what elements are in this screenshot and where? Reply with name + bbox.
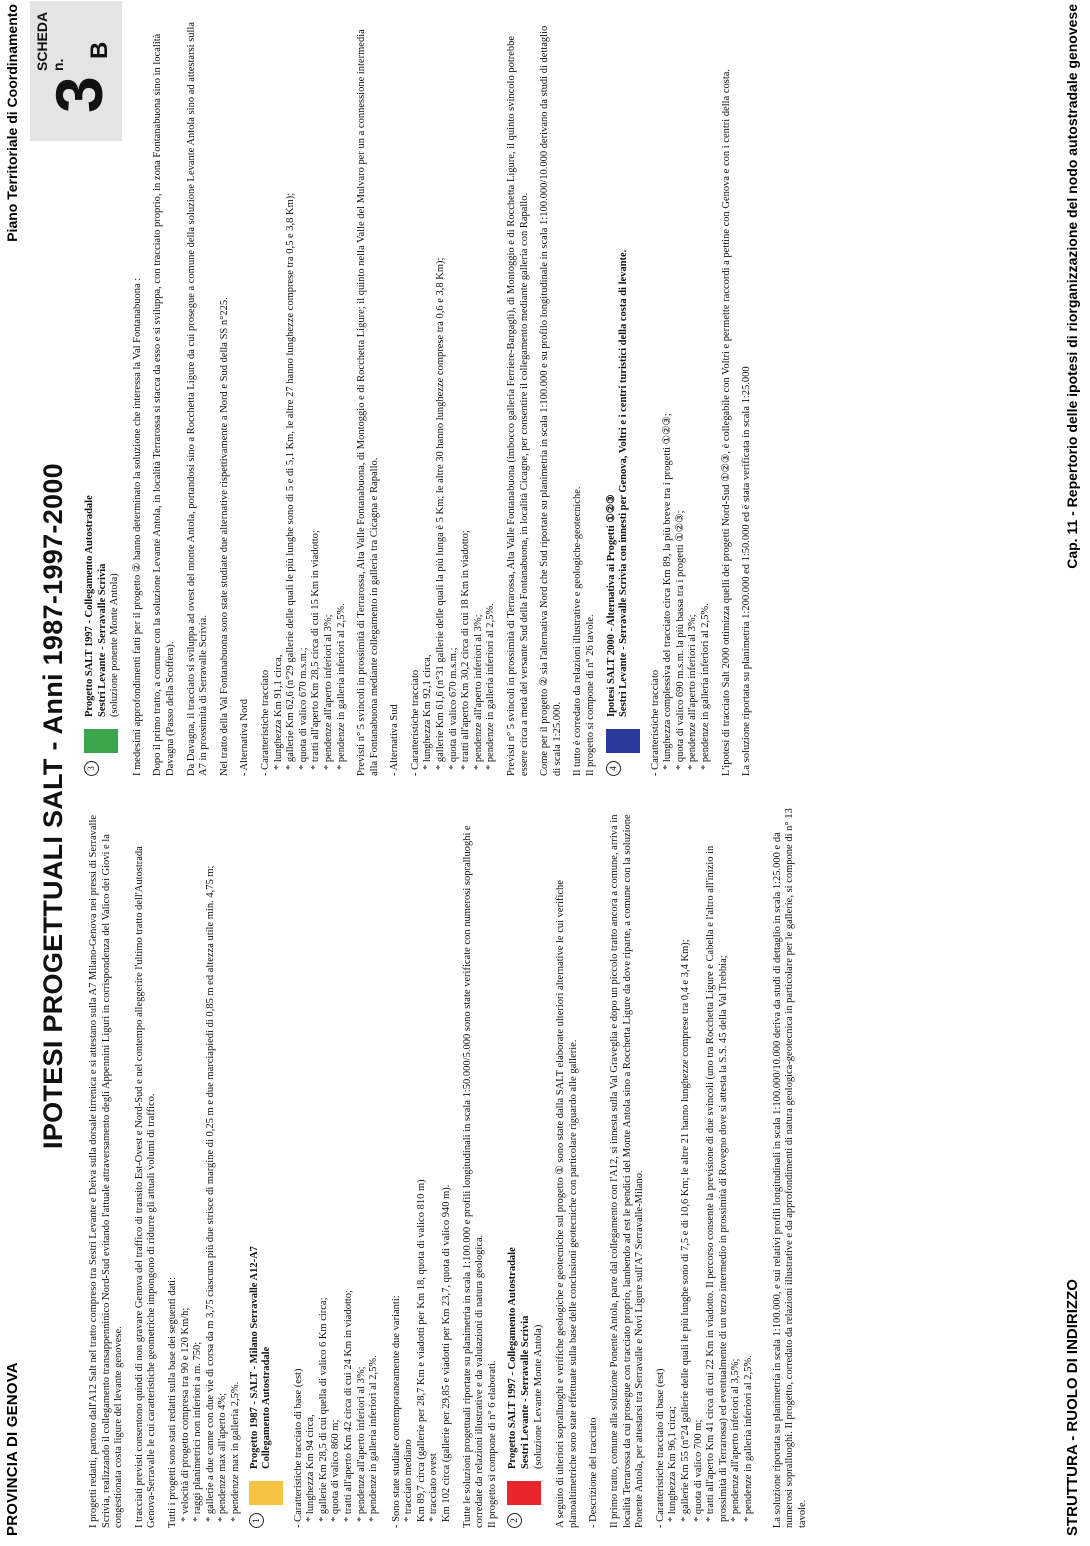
list-item: * pendenze all'aperto inferiori al 3,5%; (730, 1358, 742, 1522)
project-3-titles (84, 495, 122, 717)
base-data-intro: Tutti i progetti sono stati redatti sulla base dei seguenti dati: (166, 1277, 178, 1528)
list-item: * pendenze max all'aperto 4%; (217, 1392, 229, 1522)
list-item: * velocità di progetto compresa tra 90 e 120 Km/h; (179, 1307, 191, 1522)
list-item: * tratti all'aperto Km 28,5 circa di cui 15 Km in viadotto; (310, 530, 322, 770)
section-heading: - Descrizione del tracciato (588, 1417, 600, 1528)
project-1-characteristics (305, 808, 381, 1528)
right-column (78, 16, 762, 776)
list-item: * quota di valico 670 m.s.m.; (297, 647, 309, 770)
list-item: * pendenze all'aperto inferiori al 3%; (687, 614, 699, 770)
project-title: Progetto SALT 1997 - Collegamento Autostradale (507, 1247, 519, 1469)
scheda-number: 3 (42, 76, 116, 113)
intro-paragraph: I progetti redatti, partono dall'A12 Salt nel tratto compreso tra Sestri Levante e Deiva sulla dorsale tirrenica e si attestano sulla A7 Milano-Genova nei pressi di Serravalle Scrivia, realizzando il collegamento transappenninico Nord-Sud evitando l'attuale attraversamento degli Appennini Liguri in corrispondenza del Valico dei Giovi e la congestionata costa ligure del levante genovese. (88, 814, 125, 1528)
header-right: Piano Territoriale di Coordinamento (4, 4, 20, 242)
footer-right: Cap. 11 - Repertorio delle ipotesi di riorganizzazione del nodo autostradale genovese (1064, 4, 1080, 569)
project-title: Progetto 1987 - SALT - Milano Serravalle A12-A7 (248, 1246, 260, 1469)
project-2-note: La soluzione riportata su planimetria in scala 1:100.000, e sui relativi profili longitudinali in scala 1:100.000/10.000 deriva da studi di dettaglio in scala 1:25.000 e da numerosi sopralluoghi. Il progetto, corredato da relazioni illustrative e da approfondimenti di natura geologica-geotecnica in particolare per le gallerie, si compone di n° 13 tavole. (771, 808, 808, 1528)
list-item: Km 102 circa (gallerie per 29,85 e viadotti per Km 23,7, quota di valico 940 m). (441, 1184, 453, 1522)
project-3-intro: I medesimi approfondimenti fatti per il progetto ② hanno determinato la soluzione che interessa la Val Fontanabuona : (131, 277, 143, 776)
project-number-badge: 1 (249, 1513, 264, 1528)
list-item: * quota di valico 860 m; (330, 1419, 342, 1522)
list-item: * pendenze in galleria inferiori al 2,5%. (485, 603, 497, 770)
alternativa-nord-list (273, 16, 349, 776)
project-subtitle: Collegamento Autostradale (261, 1346, 273, 1469)
list-item: * lunghezza complessiva del tracciato circa Km 89, la più breve tra i progetti ①②③; (662, 413, 674, 770)
header-left: PROVINCIA DI GENOVA (4, 1362, 21, 1536)
list-item: * gallerie a due canne con due vie di corsa da m 3,75 ciascuna più due strisce di margine di 0,25 m e due marciapiedi di 0,85 m ed altezza utile min. 4,75 m; (204, 865, 216, 1522)
alternativa-sud-note: Previsti n° 5 svincoli in prossimità di Terrarossa, Alta Valle Fontanabuona (imbocco galleria Ferriere-Bargagli), di Montoggio e di Rocchetta Ligure, il quinto svincolo potrebbe essere circa a metà del versante Sud della Fontanabuona, in località Cicagne, per consentire il collegamento mediante galleria con Rapallo. (506, 35, 530, 776)
list-item: * pendenze all'aperto inferiori al 3%; (355, 1366, 367, 1522)
list-item: * pendenze in galleria inferiori al 2,5%. (368, 1355, 380, 1522)
project-4-characteristics (662, 16, 712, 776)
footer-left: STRUTTURA - RUOLO DI INDIRIZZO (1064, 1279, 1081, 1536)
list-item: * quota di valico 700 m; (692, 1419, 704, 1522)
list-item: * tratti all'aperto Km 42 circa di cui 24 Km in viadotto; (342, 1290, 354, 1522)
project-subtitle: (soluzione Levante Monte Antola) (532, 1324, 544, 1469)
list-item: * pendenze in galleria inferiori al 2,5%. (335, 603, 347, 770)
project-subtitle: (soluzione ponente Monte Antola) (109, 573, 121, 717)
list-item: * tratti all'aperto Km 30,2 circa di cui 18 Km in viadotto; (460, 530, 472, 770)
section-heading: - Alternativa Sud (389, 704, 401, 776)
project-2-titles (507, 1247, 545, 1469)
project-3-paragraph: Dopo il primo tratto, a comune con la soluzione Levante Antola, in località Terrarossa si stacca da esso e si sviluppa, con tracciato proprio, in zona Fontanabuona sino in località Davagna (Passo della Scoffera). (152, 33, 176, 776)
section-heading: - Sono state studiate contemporaneamente due varianti: (390, 1295, 402, 1528)
section-heading: - Caratteristiche tracciato di base (est) (292, 1368, 304, 1528)
project-3-note-2: Il tutto è corredato da relazioni illustrative e geologiche-geotecniche. (572, 486, 584, 776)
project-2-color-swatch (507, 1481, 541, 1505)
list-item: Km 89,7 circa (gallerie per 28,7 Km e viadotti per Km 18, quota di valico 810 m) (415, 1179, 427, 1522)
list-item: * gallerie Km 55 (n°24 gallerie delle quali le più lunghe sono di 7,5 e di 10,6 Km; le altre 21 hanno lunghezze comprese tra 0,4 e 3,4 Km); (679, 939, 691, 1522)
section-heading: - Alternativa Nord (239, 699, 251, 776)
project-1-heading (249, 808, 283, 1528)
project-number-badge: 3 (84, 761, 99, 776)
project-1-note: Tutte le soluzioni progettuali riportate su planimetria in scala 1:100.000 e profili longitudinali in scala 1:50.000/5.000 sono state verificate con numerosi sopralluoghi e corredate da relazioni illustrative e da valutazioni di natura geologica. (461, 825, 486, 1528)
alternativa-nord-note: Previsti n° 5 svincoli in prossimità di Terrarossa, Alta Valle Fontanabuona, di Montoggio e di Rocchetta Ligure; il quinto nella Valle del Mulvaro per un a connessione intermedia alla Fontanabuona mediante collegamento in galleria tra Cicagna e Rapallo. (356, 29, 380, 776)
project-number-badge: 2 (507, 1513, 522, 1528)
project-2-intro: A seguito di ulteriori sopralluoghi e verifiche geologiche e geotecniche sul progetto ① sono state dalla SALT elaborate ulteriori alternative le cui verifiche planoaltimetriche sono state effettuate sulla base delle conclusioni geotecniche con particolare riguardo alle gallerie. (555, 880, 579, 1528)
left-column (88, 808, 817, 1528)
project-title-2: Sestri Levante - Serravalle Scrivia (520, 1315, 532, 1469)
project-3-color-swatch (84, 729, 118, 753)
list-item: * lunghezza Km 94 circa, (305, 1414, 317, 1522)
list-item: * lunghezza Km 96,1 circa; (667, 1406, 679, 1522)
project-3-paragraph: Nel tratto della Val Fontanabuona sono state studiate due alternative rispettivamente a Nord e Sud della SS n°225. (218, 297, 230, 776)
list-item: * tracciato ovest (428, 1453, 440, 1522)
project-4-color-swatch (606, 729, 640, 753)
list-item: * quota di valico 670 m.s.m.; (447, 647, 459, 770)
project-title: Progetto SALT 1997 - Collegamento Autostradale (84, 495, 95, 717)
list-item: * pendenze in galleria inferiori al 2,5%. (699, 603, 711, 770)
list-item: * pendenze max in galleria 2,5%. (229, 1381, 241, 1522)
project-2-description: Il primo tratto, comune alla soluzione Ponente Antola, parte dal collegamento con l'A12, si innesta sulla Val Graveglia e dopo un piccolo tratto ancora a comune, arriva in località Terrarossa da cui prosegue con tracciato proprio, lambendo ad est le pendici del Monte Antola sino a Rocchetta Ligure da dove riparte, a comune con la soluzione Ponente Antola, per attestarsi tra Serravalle e Novi Ligure sull'A7 Serravalle-Milano. (609, 814, 646, 1528)
project-1-variants (403, 808, 453, 1528)
project-4-note-2: La soluzione riportata su planimetria 1:200.000 ed 1:50.000 ed è stata verificata in scala 1:25.000 (741, 366, 753, 776)
project-title-2: Sestri Levante - Serravalle Scrivia con innesti per Genova, Voltri e i centri turistici della costa di levante. (618, 249, 630, 717)
project-1-color-swatch (249, 1481, 283, 1505)
list-item: * gallerie Km 61,6 (n°31 gallerie delle quali la più lunga è 5 Km; le altre 30 hanno lunghezze comprese tra 0,6 e 3,8 Km); (435, 257, 447, 770)
base-data-list (180, 808, 243, 1528)
project-3-paragraph: Da Davagna, il tracciato si sviluppa ad ovest del monte Antola, portandosi sino a Rocchetta Ligure da cui prosegue a comune della soluzione Levante Antola sino ad attestarsi sulla A7 in prossimità di Serravalle Scrivia. (185, 21, 210, 776)
intro-paragraph-2: I tracciati previsti consentono quindi di non gravare Genova del traffico di transito Est-Ovest e Nord-Sud e nel contempo alleggerire l'ultimo tratto dell'Autostrada Genova-Serravalle le cui caratteristiche geometriche impongono di ridurre gli attuali volumi di traffico. (133, 846, 158, 1528)
project-number-badge: 4 (606, 761, 621, 776)
list-item: * pendenze all'aperto inferiori al 3%; (322, 614, 334, 770)
page-title: IPOTESI PROGETTUALI SALT - Anni 1987-1997-2000 (38, 463, 68, 1149)
scheda-label: SCHEDA n. (34, 12, 66, 71)
project-3-note-3: Il progetto si compone di n° 26 tavole. (585, 614, 596, 776)
list-item: * quota di valico 690 m.s.m. la più bassa tra i progetti ①②③; (674, 510, 686, 770)
scheda-subletter: B (86, 41, 113, 59)
list-item: * gallerie Km 28,5 di cui quella di valico 6 Km circa; (317, 1297, 329, 1522)
project-title-2: Sestri Levante - Serravalle Scrivia (96, 563, 108, 717)
project-1-titles (249, 1246, 274, 1469)
project-2-characteristics (667, 808, 755, 1528)
section-heading: - Caratteristiche tracciato (649, 669, 661, 776)
list-item: * lunghezza Km 92,1 circa, (422, 654, 434, 770)
list-item: * pendenze in galleria inferiori al 2,5%. (742, 1355, 754, 1522)
project-4-titles (606, 250, 631, 717)
section-heading: - Caratteristiche tracciato (409, 669, 421, 776)
project-4-note: L'ipotesi di tracciato Salt 2000 ottimizza quelli dei progetti Nord-Sud ①②③, è collegabile con Voltri e permette raccordi a pettine con Genova e con i centri della costa. (720, 68, 732, 776)
project-title: Ipotesi SALT 2000 - Alternativa ai Progetti ①②③ (605, 494, 617, 717)
alternativa-sud-list (422, 16, 498, 776)
list-item: * raggi planimetrici non inferiori a m. 750; (192, 1341, 204, 1522)
project-1-note-2: Il progetto si compone di n° 6 elaborati. (486, 1360, 498, 1528)
section-heading: - Caratteristiche tracciato (259, 669, 271, 776)
list-item: * tracciato mediano (403, 1439, 415, 1522)
list-item: * lunghezza Km 91,1 circa, (272, 654, 284, 770)
project-2-heading (507, 808, 545, 1528)
section-heading: - Caratteristiche tracciato di base (est) (654, 1368, 666, 1528)
list-item: * gallerie Km 62,6 (n°29 gallerie delle quali le più lunghe sono di 5 e di 5,1 Km, le altre 27 hanno lunghezze comprese tra 0,5 e 3,8 Km); (285, 192, 297, 770)
project-3-heading (84, 16, 122, 776)
list-item: * tratti all'aperto Km 41 circa di cui 22 Km in viadotto. Il percorso consente la previsione di due svincoli (uno tra Rocchetta Ligure e Cabella e l'altro all'inizio in prossimità di Terrarossa) ed eventualmente di un terzo intermedio in prossimità di Rovegno dove si attesta la S.S. 45 della Val Trebbia; (705, 845, 729, 1522)
project-3-note: Come per il progetto ② sia l'alternativa Nord che Sud riportate su planimetria in scala 1:100.000 e su profilo longitudinale in scala 1:100.000/10.000 derivano da studi di dettaglio di scala 1:25.000. (539, 25, 563, 776)
list-item: * pendenze all'aperto inferiori al 3%; (472, 614, 484, 770)
project-4-heading (606, 16, 640, 776)
